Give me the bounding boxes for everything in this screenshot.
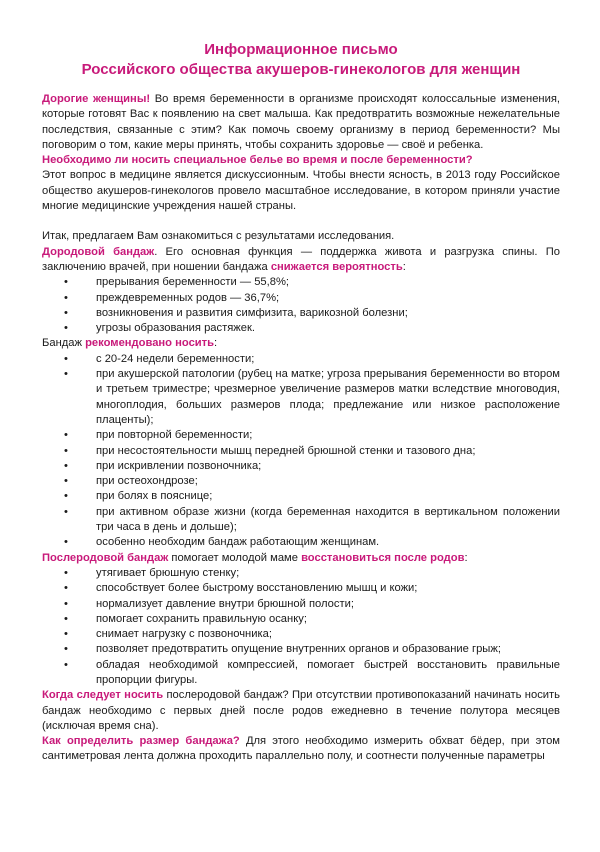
bullet: • [64, 368, 68, 381]
when-paragraph [42, 688, 560, 734]
list-item [42, 306, 560, 321]
bullet: • [64, 352, 68, 365]
list-item-text: утягивает брюшную стенку; [96, 566, 240, 579]
postnatal-lead: Послеродовой бандаж [42, 551, 169, 564]
postnatal-paragraph [42, 551, 560, 566]
postnatal-emph: восстановиться после родов [301, 551, 465, 564]
list-item-text: при искривлении позвоночника; [96, 459, 262, 472]
list-item [42, 627, 560, 642]
recommendation-paragraph [42, 336, 560, 351]
list-item-text: при несостоятельности мышц передней брюшной стенки и тазового дна; [96, 444, 476, 457]
intro-lead: Дорогие женщины! [42, 93, 151, 105]
bullet: • [64, 444, 68, 457]
list-item [42, 581, 560, 596]
bullet: • [64, 475, 68, 488]
list-item-text: особенно необходим бандаж работающим женщинам. [96, 536, 380, 549]
bullet: • [64, 566, 68, 579]
list-item [42, 459, 560, 474]
list-item-text: при болях в пояснице; [96, 490, 213, 503]
list-item [42, 291, 560, 306]
rec-pre: Бандаж [42, 337, 86, 350]
list-item [42, 367, 560, 428]
intro-text: Во время беременности в организме происходят колоссальные изменения, которые готовят Вас к появлению на свет малыша. Как предотвратить возможные нежелательные последствия, связанные с этим? Как помочь своему организму в период беременности? Мы поговорим о том, какие меры принять, чтобы сохранить здоровье — своё и ребенка. [42, 93, 561, 151]
list-item [42, 597, 560, 612]
bullet: • [64, 459, 68, 472]
list-item-text: при акушерской патологии (рубец на матке; угроза прерывания беременности во втором и третьем триместре; чрезмерное увеличение размеров матки вследствие многоводия, многоплодия, больших размеров плода; предлежание или низкое расположение плаценты); [96, 368, 560, 426]
title-line-2: Российского общества акушеров-гинекологов для женщин [81, 61, 521, 78]
list-item-text: преждевременных родов — 36,7%; [96, 291, 280, 304]
list-item [42, 489, 560, 504]
intro-paragraph [42, 92, 560, 153]
rec-post: : [214, 337, 218, 350]
document-title [42, 40, 560, 80]
list-item [42, 444, 560, 459]
prenatal-emph: снижается вероятность [270, 260, 403, 273]
prenatal-lead: Дородовой бандаж [42, 245, 155, 258]
bullet: • [64, 429, 68, 442]
bullet: • [64, 322, 68, 335]
list-item [42, 474, 560, 489]
bullet: • [64, 536, 68, 549]
bullet: • [64, 582, 68, 595]
list-item [42, 428, 560, 443]
list-item-text: нормализует давление внутри брюшной полости; [96, 597, 354, 610]
when-lead: Когда следует носить [42, 689, 164, 702]
postnatal-text-1: помогает молодой маме [168, 551, 302, 564]
list-item-text: способствует более быстрому восстановлению мышц и кожи; [96, 582, 418, 595]
list-item-text: при остеохондрозе; [96, 475, 198, 488]
bullet: • [64, 628, 68, 641]
list-item-text: прерывания беременности — 55,8%; [96, 276, 290, 289]
list-item-text: при активном образе жизни (когда беременная находится в вертикальном положении три часа в день и дольше); [96, 505, 560, 534]
list-item [42, 352, 560, 367]
recommendation-list [42, 352, 560, 551]
list-item-text: снимает нагрузку с позвоночника; [96, 628, 272, 641]
bullet: • [64, 612, 68, 625]
list-item [42, 505, 560, 536]
bullet: • [64, 643, 68, 656]
list-item-text: позволяет предотвратить опущение внутренних органов и образование грыж; [96, 643, 501, 656]
size-paragraph [42, 734, 560, 765]
list-item-text: обладая необходимой компрессией, помогает быстрей восстановить правильные пропорции фигуры. [96, 658, 560, 686]
list-item-text: при повторной беременности; [96, 429, 253, 442]
list-item [42, 612, 560, 627]
title-line-1: Информационное письмо [204, 41, 398, 58]
bullet: • [64, 291, 68, 304]
question1-heading: Необходимо ли носить специальное белье во время и после беременности? [42, 154, 473, 167]
prenatal-text-1: . Его основная функция — поддержка живота и разгрузка спины. По заключению врачей, при ношении бандажа [42, 245, 560, 273]
list-item-text: с 20-24 недели беременности; [96, 352, 255, 365]
bullet: • [64, 306, 68, 319]
postnatal-text-2: : [464, 551, 468, 564]
bullet: • [64, 490, 68, 503]
spacer [42, 214, 560, 229]
list-item [42, 658, 560, 689]
rec-emph: рекомендовано носить [85, 337, 215, 350]
list-item [42, 321, 560, 336]
bullet: • [64, 276, 68, 289]
bullet: • [64, 658, 68, 671]
question1-text: Этот вопрос в медицине является дискуссионным. Чтобы внести ясность, в 2013 году Российское общество акушеров-гинекологов провело масштабное исследование, в котором приняли участие многие медицинские учреждения нашей страны. [42, 169, 560, 213]
size-text: Для этого необходимо измерить обхват бёдер, при этом сантиметровая лента должна проходить параллельно полу, и соотнести полученные параметры [42, 735, 560, 763]
prenatal-paragraph [42, 245, 560, 276]
list-item [42, 642, 560, 657]
postnatal-list [42, 566, 560, 688]
bullet: • [64, 597, 68, 610]
list-item-text: возникновения и развития симфизита, варикозной болезни; [96, 306, 408, 319]
prenatal-text-2: : [402, 260, 406, 273]
size-lead: Как определить размер бандажа? [42, 735, 240, 748]
list-item-text: угрозы образования растяжек. [96, 322, 256, 335]
when-text: послеродовой бандаж? При отсутствии противопоказаний начинать носить бандаж необходимо с первых дней после родов ежедневно в течение полутора месяцев (исключая время сна). [42, 689, 560, 732]
bullet: • [64, 505, 68, 518]
results-intro: Итак, предлагаем Вам ознакомиться с результатами исследования. [42, 230, 395, 243]
list-item-text: помогает сохранить правильную осанку; [96, 612, 307, 625]
list-item [42, 275, 560, 290]
prenatal-risk-list [42, 275, 560, 336]
list-item [42, 535, 560, 550]
list-item [42, 566, 560, 581]
